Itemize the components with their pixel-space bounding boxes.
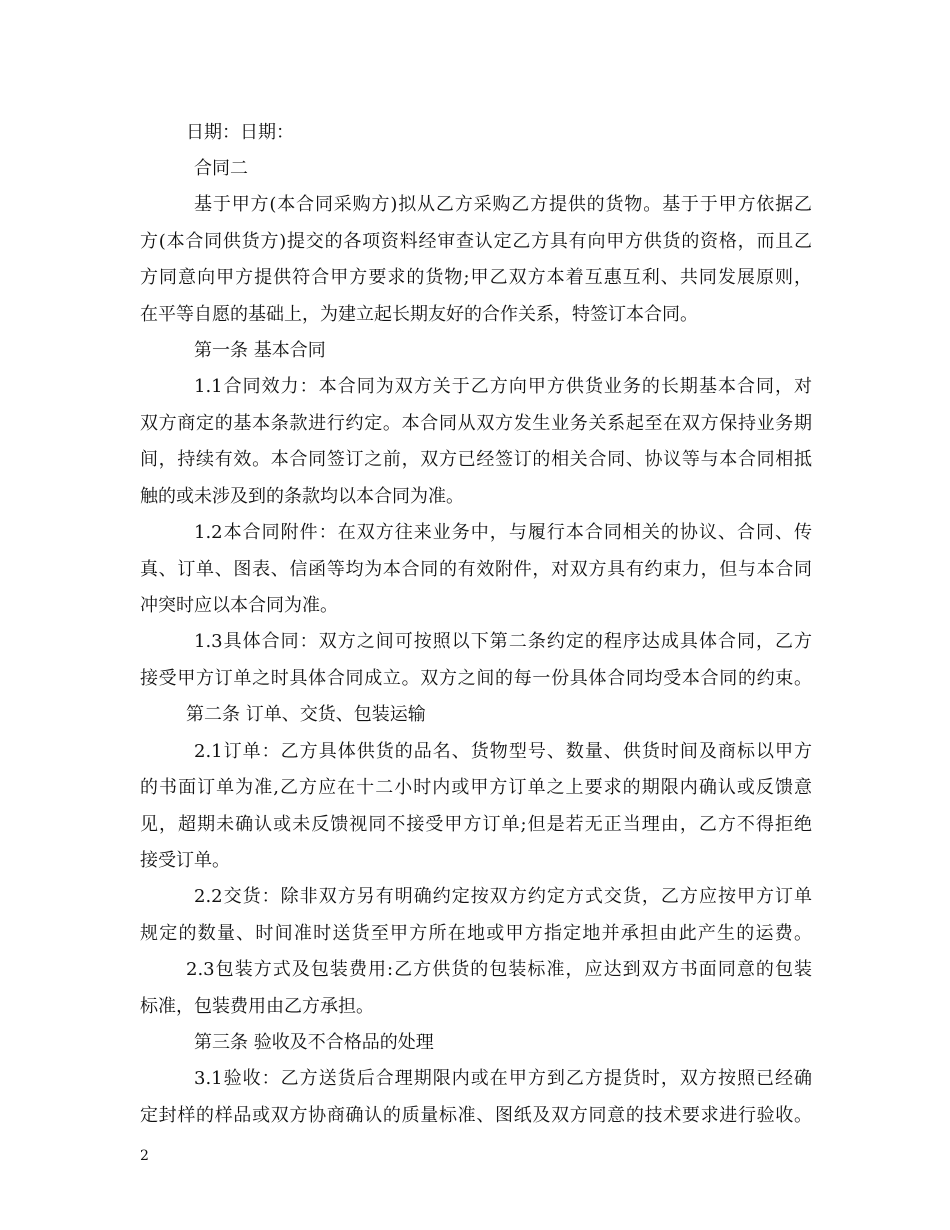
paragraph-line: 规定的数量、时间准时送货至甲方所在地或甲方指定地并承担由此产生的运费。: [140, 923, 812, 944]
paragraph-line: 冲突时应以本合同为准。: [140, 595, 338, 616]
paragraph-line: 见，超期未确认或未反馈视同不接受甲方订单;但是若无正当理由，乙方不得拒绝: [140, 814, 812, 835]
paragraph-line: 标准，包装费用由乙方承担。: [140, 996, 374, 1017]
paragraph-line: 触的或未涉及到的条款均以本合同为准。: [140, 486, 464, 507]
paragraph-line: 接受订单。: [140, 850, 230, 871]
date-line: 日期：日期：: [186, 122, 294, 143]
article-heading: 第三条 验收及不合格品的处理: [194, 1032, 434, 1053]
paragraph-line: 方(本合同供货方)提交的各项资料经审查认定乙方具有向甲方供货的资格，而且乙: [140, 231, 812, 252]
paragraph-line: 3.1验收：乙方送货后合理期限内或在甲方到乙方提货时，双方按照已经确: [194, 1068, 812, 1089]
paragraph-line: 2.3包装方式及包装费用:乙方供货的包装标准，应达到双方书面同意的包装: [186, 959, 812, 980]
paragraph-line: 定封样的样品或双方协商确认的质量标准、图纸及双方同意的技术要求进行验收。: [140, 1105, 812, 1126]
paragraph-line: 方同意向甲方提供符合甲方要求的货物;甲乙双方本着互惠互利、共同发展原则，: [140, 267, 812, 288]
paragraph-line: 2.2交货：除非双方另有明确约定按双方约定方式交货，乙方应按甲方订单: [194, 886, 812, 907]
paragraph-line: 1.2本合同附件：在双方往来业务中，与履行本合同相关的协议、合同、传: [194, 522, 812, 543]
article-heading: 第一条 基本合同: [194, 340, 326, 361]
paragraph-line: 2.1订单：乙方具体供货的品名、货物型号、数量、供货时间及商标以甲方: [194, 741, 812, 762]
paragraph-line: 接受甲方订单之时具体合同成立。双方之间的每一份具体合同均受本合同的约束。: [140, 668, 812, 689]
paragraph-line: 在平等自愿的基础上，为建立起长期友好的合作关系，特签订本合同。: [140, 304, 698, 325]
paragraph-line: 真、订单、图表、信函等均为本合同的有效附件，对双方具有约束力，但与本合同: [140, 559, 812, 580]
paragraph-line: 间，持续有效。本合同签订之前，双方已经签订的相关合同、协议等与本合同相抵: [140, 449, 812, 470]
paragraph-line: 1.1合同效力：本合同为双方关于乙方向甲方供货业务的长期基本合同，对: [194, 376, 812, 397]
paragraph-line: 1.3具体合同：双方之间可按照以下第二条约定的程序达成具体合同，乙方: [194, 631, 812, 652]
article-heading: 第二条 订单、交货、包装运输: [186, 704, 426, 725]
contract-heading: 合同二: [194, 158, 248, 179]
page-number: 2: [140, 1148, 149, 1164]
paragraph-line: 的书面订单为准,乙方应在十二小时内或甲方订单之上要求的期限内确认或反馈意: [140, 777, 812, 798]
paragraph-line: 双方商定的基本条款进行约定。本合同从双方发生业务关系起至在双方保持业务期: [140, 413, 812, 434]
paragraph-line: 基于甲方(本合同采购方)拟从乙方采购乙方提供的货物。基于于甲方依据乙: [194, 194, 812, 215]
